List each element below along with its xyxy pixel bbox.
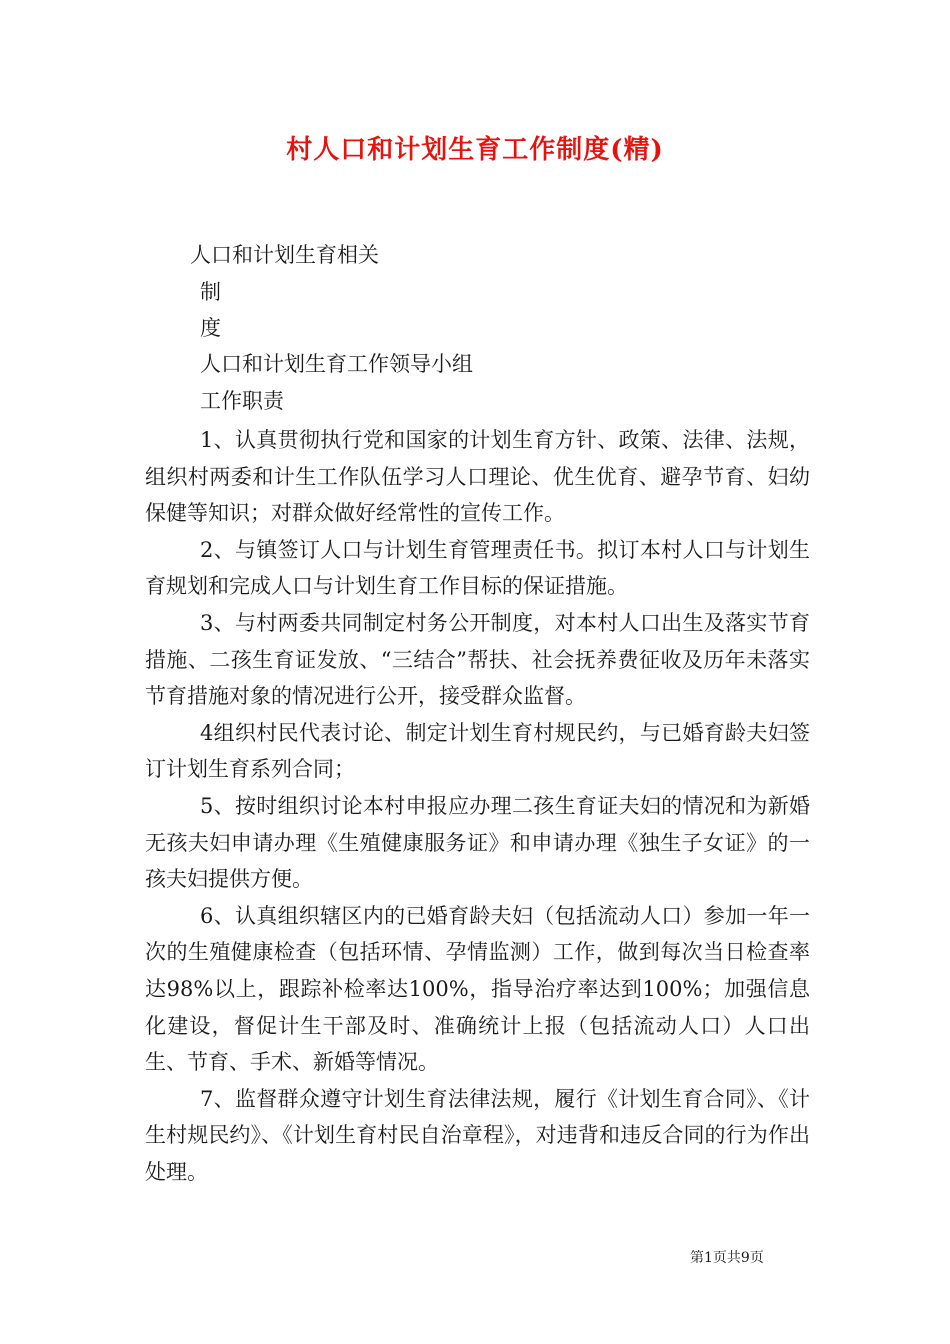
- paragraph-4: 4组织村民代表讨论、制定计划生育村规民约，与已婚育龄夫妇签订计划生育系列合同；: [145, 720, 810, 782]
- heading-line: 度: [200, 316, 221, 340]
- heading-line: 工作职责: [200, 389, 284, 413]
- paragraph-6: 6、认真组织辖区内的已婚育龄夫妇（包括流动人口）参加一年一次的生殖健康检查（包括环情、孕情监测）工作，做到每次当日检查率达98%以上，跟踪补检率达100%，指导治疗率达到100%；加强信息化建设，督促计生干部及时、准确统计上报（包括流动人口）人口出生、节育、手术、新婚等情况。: [145, 903, 810, 1075]
- document-title: 村人口和计划生育工作制度(精): [286, 135, 664, 165]
- paragraph-7: 7、监督群众遵守计划生育法律法规，履行《计划生育合同》、《计生村规民约》、《计划生育村民自治章程》，对违背和违反合同的行为作出处理。: [145, 1086, 810, 1184]
- paragraph-5: 5、按时组织讨论本村申报应办理二孩生育证夫妇的情况和为新婚无孩夫妇申请办理《生殖健康服务证》和申请办理《独生子女证》的一孩夫妇提供方便。: [145, 793, 810, 892]
- heading-line: 人口和计划生育工作领导小组: [200, 352, 473, 376]
- paragraph-2: 2、与镇签订人口与计划生育管理责任书。拟订本村人口与计划生育规划和完成人口与计划生育工作目标的保证措施。: [145, 537, 810, 599]
- paragraph-3: 3、与村两委共同制定村务公开制度，对本村人口出生及落实节育措施、二孩生育证发放、“三结合”帮扶、社会抚养费征收及历年未落实节育措施对象的情况进行公开，接受群众监督。: [145, 610, 810, 709]
- paragraph-1: 1、认真贯彻执行党和国家的计划生育方针、政策、法律、法规，组织村两委和计生工作队伍学习人口理论、优生优育、避孕节育、妇幼保健等知识；对群众做好经常性的宣传工作。: [145, 428, 810, 526]
- heading-line: 人口和计划生育相关: [190, 243, 379, 267]
- page-number: 第1页共9页: [690, 1250, 764, 1266]
- heading-line: 制: [200, 280, 221, 304]
- document-body: [145, 422, 810, 1190]
